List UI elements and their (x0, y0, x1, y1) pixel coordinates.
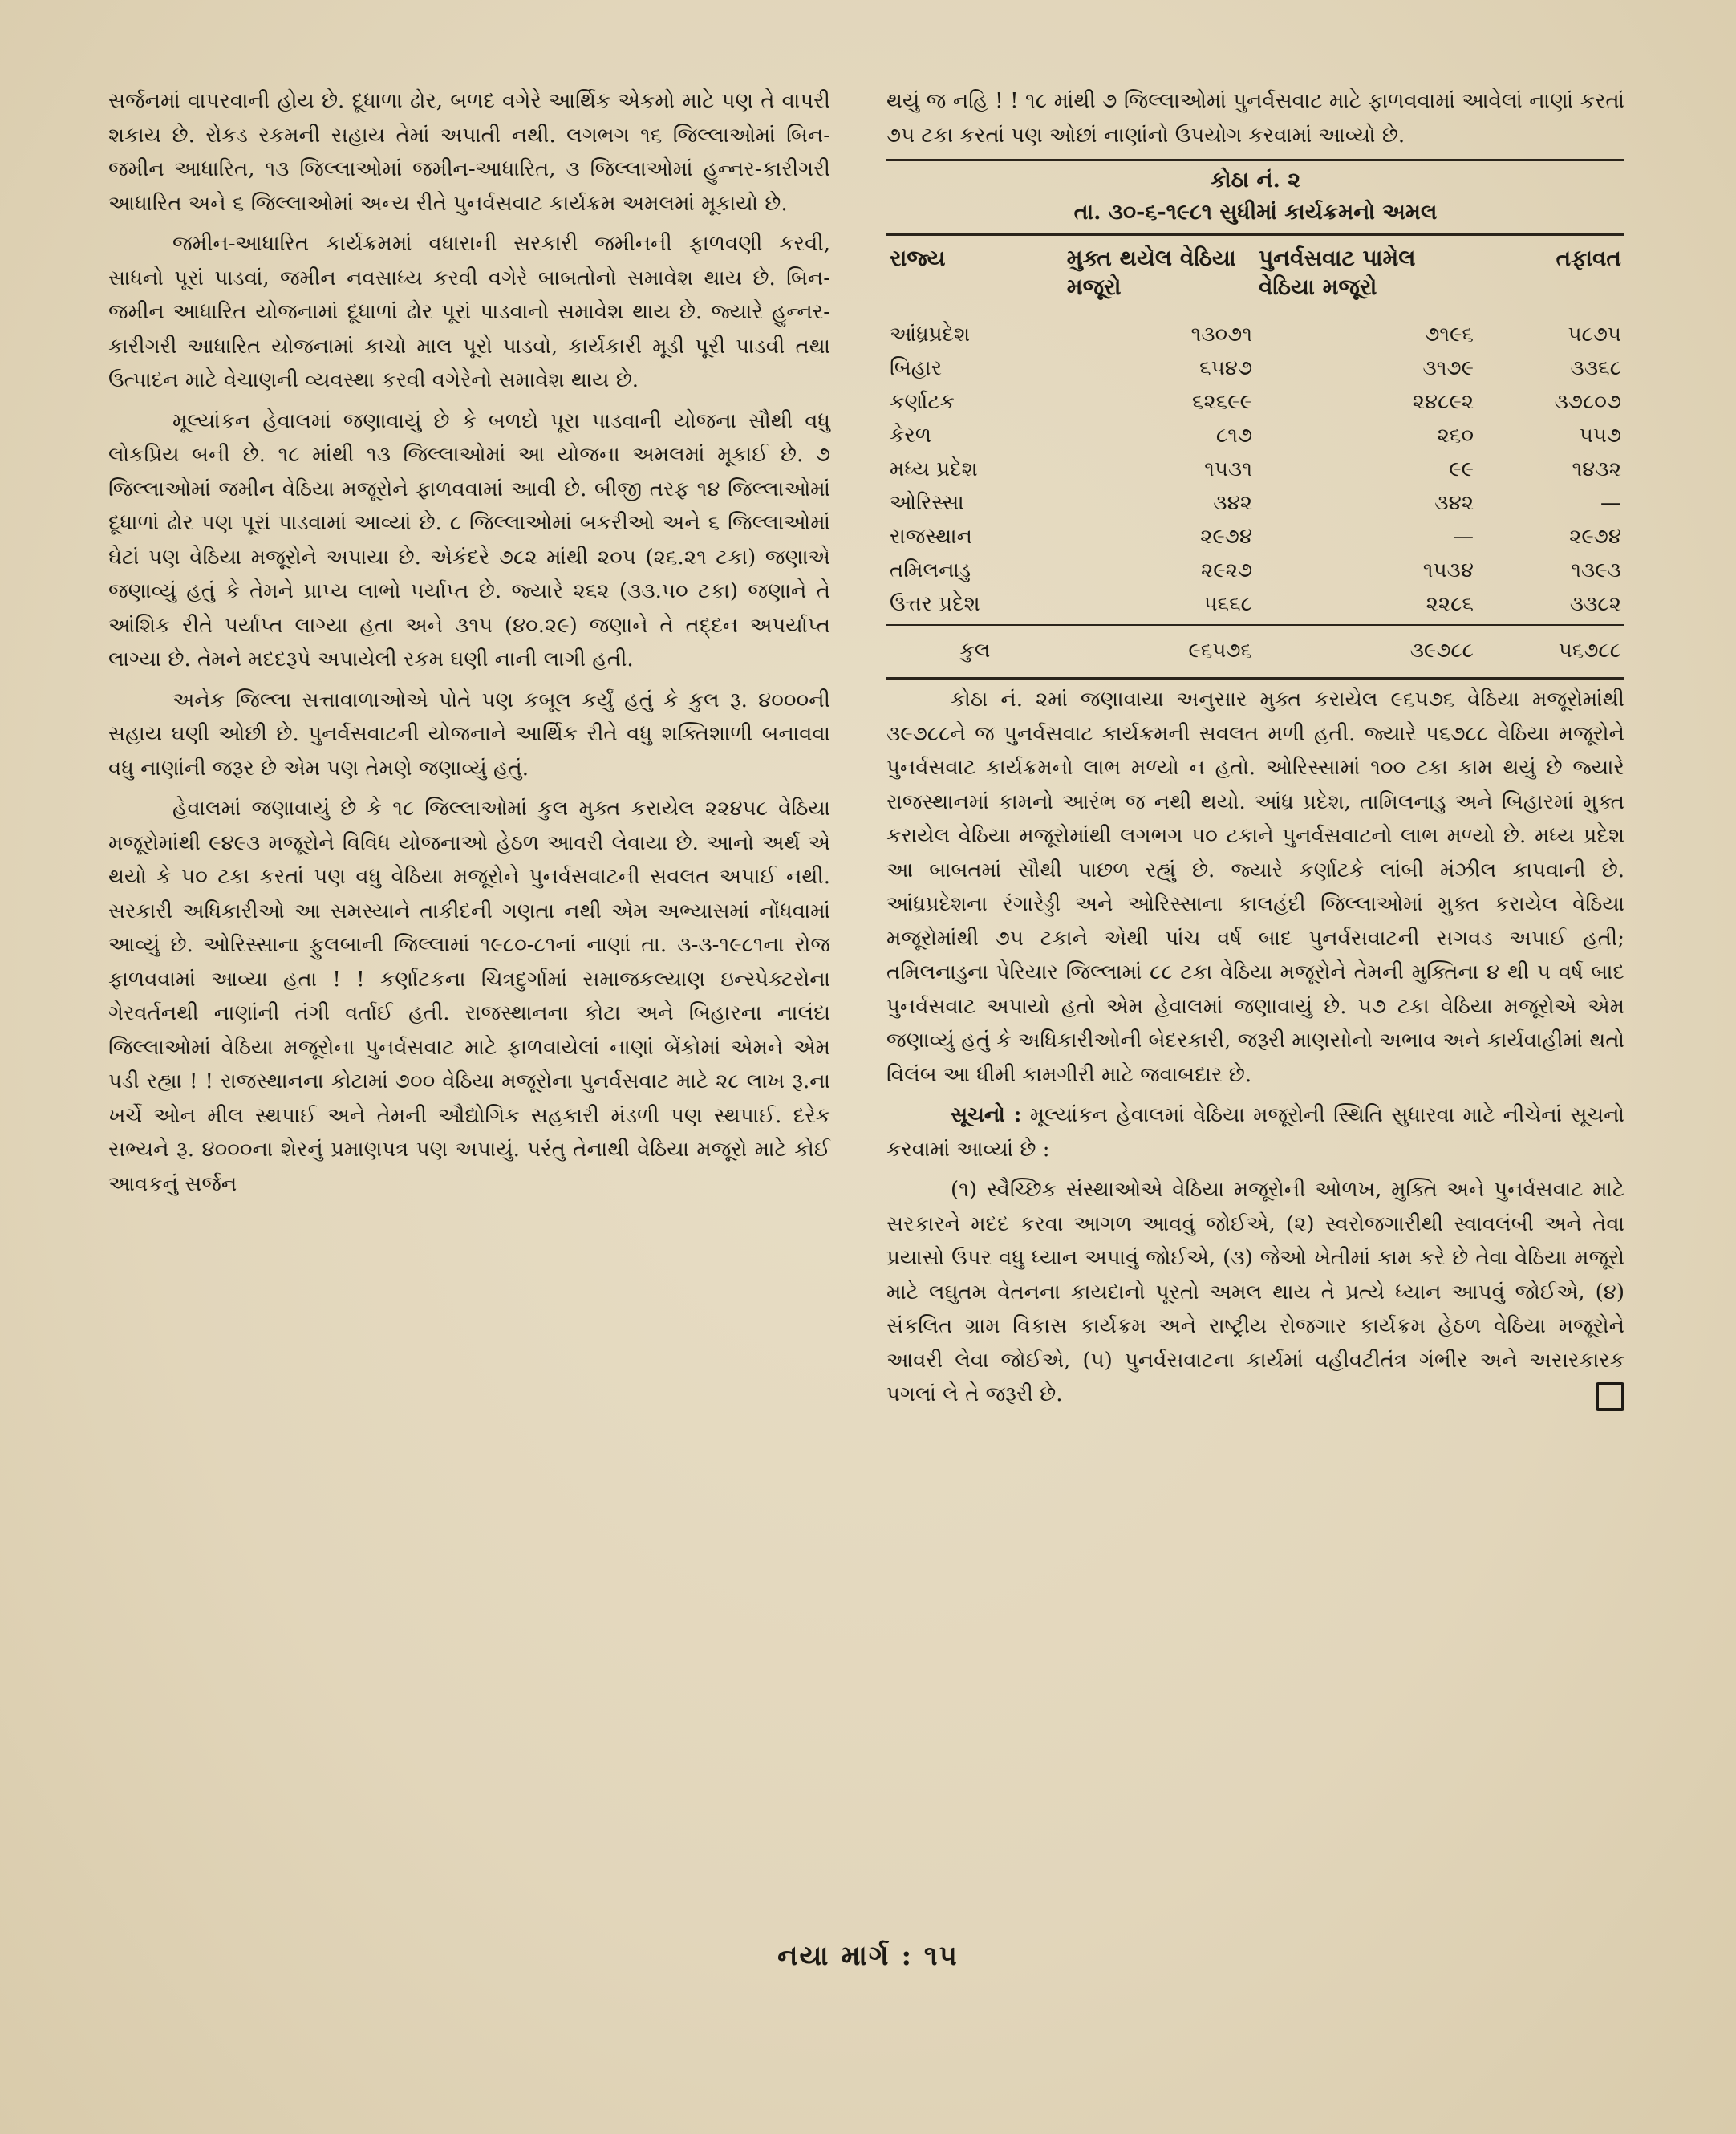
state-name: કર્ણાટક (890, 390, 955, 414)
table-row (886, 486, 1624, 520)
rehabilitated-count: ૭૧૯૬ (1425, 323, 1474, 347)
table-header-row (886, 239, 1624, 306)
table-row (886, 385, 1624, 419)
suggestions-intro-paragraph (886, 1098, 1624, 1166)
freed-count: ૬૨૬૯૯ (1191, 390, 1252, 414)
table-total (886, 629, 1624, 672)
table-subtitle: તા. ૩૦-૬-૧૯૮૧ સુધીમાં કાર્યક્રમનો અમલ (1073, 200, 1438, 225)
header-freed: મુક્ત થયેલ વેઠિયા મજૂરો (1066, 245, 1236, 300)
table-title: કોઠા નં. ૨ (1210, 168, 1301, 193)
difference-count: — (1600, 491, 1621, 515)
table-row (886, 452, 1624, 486)
total-difference: ૫૬૭૮૮ (1558, 639, 1621, 663)
state-name: કેરળ (890, 424, 932, 448)
state-name: ઉત્તર પ્રદેશ (890, 592, 980, 616)
freed-count: ૧૩૦૭૧ (1190, 323, 1252, 347)
difference-count: ૧૪૩૨ (1572, 457, 1621, 481)
table-row (886, 587, 1624, 621)
table-total-rule (886, 624, 1624, 626)
left-paragraph-3: મૂલ્યાંકન હેવાલમાં જણાવાયું છે કે બળદો પૂરા પાડવાની યોજના સૌથી વધુ લોકપ્રિય બની છે. ૧૮ માંથી ૧૩ જિલ્લાઓમાં આ યોજના અમલમાં મૂકાઈ છે. ૭ જિલ્લાઓમાં જમીન વેઠિયા મજૂરોને ફાળવવામાં આવી છે. બીજી તરફ ૧૪ જિલ્લાઓમાં દૂધાળાં ઢોર પણ પૂરાં પાડવામાં આવ્યાં છે. ૮ જિલ્લાઓમાં બકરીઓ અને ૬ જિલ્લાઓમાં ઘેટાં પણ વેઠિયા મજૂરોને અપાયા છે. એકંદરે ૭૮૨ માંથી ૨૦૫ (૨૬.૨૧ ટકા) જણાએ જણાવ્યું હતું કે તેમને પ્રાપ્ય લાભો પર્યાપ્ત છે. જ્યારે ૨૬૨ (૩૩.૫૦ ટકા) જણાને તે આંશિક રીતે પર્યાપ્ત લાગ્યા હતા અને ૩૧૫ (૪૦.૨૯) જણાને તે તદ્દન અપર્યાપ્ત લાગ્યા છે. તેમને મદદરૂપે અપાયેલી રકમ ઘણી નાની લાગી હતી. (108, 408, 830, 671)
difference-count: ૫૮૭૫ (1568, 323, 1621, 347)
table-total-row (886, 629, 1624, 672)
table-row (886, 520, 1624, 554)
freed-count: ૬૫૪૭ (1199, 356, 1252, 380)
difference-count: ૫૫૭ (1579, 424, 1621, 448)
left-column (108, 84, 830, 1207)
left-paragraph-1: સર્જનમાં વાપરવાની હોય છે. દૂધાળા ઢોર, બળદ વગેરે આર્થિક એકમો માટે પણ તે વાપરી શકાય છે. રોકડ રકમની સહાય તેમાં અપાતી નથી. લગભગ ૧૬ જિલ્લાઓમાં બિન-જમીન આધારિત, ૧૩ જિલ્લાઓમાં જમીન-આધારિત, ૩ જિલ્લાઓમાં હુન્નર-કારીગરી આધારિત અને ૬ જિલ્લાઓમાં અન્ય રીતે પુનર્વસવાટ કાર્યક્રમ અમલમાં મૂકાયો છે. (108, 89, 830, 216)
rehabilitated-count: ૨૨૮૬ (1426, 592, 1474, 616)
left-paragraph-4: અનેક જિલ્લા સત્તાવાળાઓએ પોતે પણ કબૂલ કર્યું હતું કે કુલ રૂ. ૪૦૦૦ની સહાય ઘણી ઓછી છે. પુનર્વસવાટની યોજનાને આર્થિક રીતે વધુ શક્તિશાળી બનાવવા વધુ નાણાંની જરૂર છે એમ પણ તેમણે જણાવ્યું હતું. (108, 688, 830, 781)
rehabilitated-count: ૩૪૨ (1434, 491, 1474, 515)
left-paragraph-5: હેવાલમાં જણાવાયું છે કે ૧૮ જિલ્લાઓમાં કુલ મુક્ત કરાયેલ ૨૨૪૫૮ વેઠિયા મજૂરોમાંથી ૯૪૯૩ મજૂરોને વિવિધ યોજનાઓ હેઠળ આવરી લેવાયા છે. આનો અર્થ એ થયો કે ૫૦ ટકા કરતાં પણ વધુ વેઠિયા મજૂરોને પુનર્વસવાટની સવલત અપાઈ નથી. સરકારી અધિકારીઓ આ સમસ્યાને તાકીદની ગણતા નથી એમ અભ્યાસમાં નોંધવામાં આવ્યું છે. ઓરિસ્સાના ફુલબાની જિલ્લામાં ૧૯૮૦-૮૧નાં નાણાં તા. ૩-૩-૧૯૮૧ના રોજ ફાળવવામાં આવ્યા હતા ! ! કર્ણાટકના ચિત્રદુર્ગામાં સમાજકલ્યાણ ઇન્સ્પેક્ટરોના ગેરવર્તનથી નાણાંની તંગી વર્તાઈ હતી. રાજસ્થાનના કોટા અને બિહારના નાલંદા જિલ્લાઓમાં વેઠિયા મજૂરોના પુનર્વસવાટ માટે ફાળવાયેલાં નાણાં બેંકોમાં એમને એમ પડી રહ્યા ! ! રાજસ્થાનના કોટામાં ૭૦૦ વેઠિયા મજૂરોના પુનર્વસવાટ માટે ૨૮ લાખ રૂ.ના ખર્ચે ઓન મીલ સ્થપાઈ અને તેમની ઔદ્યોગિક સહકારી મંડળી પણ સ્થપાઈ. દરેક સભ્યને રૂ. ૪૦૦૦ના શેરનું પ્રમાણપત્ર પણ અપાયું. પરંતુ તેનાથી વેઠિયા મજૂરો માટે કોઈ આવકનું સર્જન (108, 797, 830, 1196)
header-difference: તફાવત (1556, 245, 1621, 271)
page-footer: નયા માર્ગ : ૧૫ (777, 1940, 959, 1972)
difference-count: ૩૩૮૨ (1569, 592, 1621, 616)
rehabilitated-count: ૯૯ (1449, 457, 1474, 481)
table-bottom-rule (886, 677, 1624, 680)
right-paragraph-1: કોઠા નં. ૨માં જણાવાયા અનુસાર મુક્ત કરાયેલ ૯૬૫૭૬ વેઠિયા મજૂરોમાંથી ૩૯૭૮૮ને જ પુનર્વસવાટ કાર્યક્રમની સવલત મળી હતી. જ્યારે ૫૬૭૮૮ વેઠિયા મજૂરોને પુનર્વસવાટ કાર્યક્રમનો લાભ મળ્યો ન હતો. ઓરિસ્સામાં ૧૦૦ ટકા કામ થયું છે જ્યારે રાજસ્થાનમાં કામનો આરંભ જ નથી થયો. આંધ્ર પ્રદેશ, તામિલનાડુ અને બિહારમાં મુક્ત કરાયેલ વેઠિયા મજૂરોમાંથી લગભગ ૫૦ ટકાને પુનર્વસવાટનો લાભ મળ્યો છે. મધ્ય પ્રદેશ આ બાબતમાં સૌથી પાછળ રહ્યું છે. જ્યારે કર્ણાટકે લાંબી મંઝીલ કાપવાની છે. આંધ્રપ્રદેશના રંગારેડ્ડી અને ઓરિસ્સાના કાલહંદી જિલ્લાઓમાં મુક્ત કરાયેલ વેઠિયા મજૂરોમાંથી ૭૫ ટકાને એથી પાંચ વર્ષ બાદ પુનર્વસવાટની સગવડ અપાઈ હતી; તમિલનાડુના પેરિયાર જિલ્લામાં ૮૮ ટકા વેઠિયા મજૂરોને તેમની મુક્તિના ૪ થી ૫ વર્ષ બાદ પુનર્વસવાટ અપાયો હતો એમ હેવાલમાં જણાવાયું છે. ૫૭ ટકા વેઠિયા મજૂરોએ એમ જણાવ્યું હતું કે અધિકારીઓની બેદરકારી, જરૂરી માણસોનો અભાવ અને કાર્યવાહીમાં થતો વિલંબ આ ધીમી કામગીરી માટે જવાબદાર છે. (886, 688, 1624, 1087)
suggestions-list-paragraph (886, 1173, 1624, 1412)
end-of-article-square-icon (1596, 1382, 1624, 1411)
freed-count: ૧૫૩૧ (1204, 457, 1252, 481)
table-row (886, 554, 1624, 587)
table-row (886, 306, 1624, 351)
difference-count: ૩૭૮૦૭ (1554, 390, 1621, 414)
freed-count: ૩૪૨ (1213, 491, 1252, 515)
rehabilitated-count: — (1452, 525, 1474, 549)
table-top-rule (886, 159, 1624, 161)
table-body (886, 306, 1624, 621)
freed-count: ૨૯૨૭ (1200, 558, 1252, 582)
rehabilitated-count: ૨૬૦ (1437, 424, 1474, 448)
rehabilitated-count: ૧૫૩૪ (1422, 558, 1474, 582)
right-column (886, 84, 1624, 1418)
difference-count: ૩૩૬૮ (1570, 356, 1621, 380)
suggestions-text: (૧) સ્વૈચ્છિક સંસ્થાઓએ વેઠિયા મજૂરોની ઓળખ, મુક્તિ અને પુનર્વસવાટ માટે સરકારને મદદ કરવા આગળ આવવું જોઈએ, (૨) સ્વરોજગારીથી સ્વાવલંબી અને તેવા પ્રયાસો ઉપર વધુ ધ્યાન અપાવું જોઈએ, (૩) જેઓ ખેતીમાં કામ કરે છે તેવા વેઠિયા મજૂરો માટે લઘુતમ વેતનના કાયદાનો પૂરતો અમલ થાય તે પ્રત્યે ધ્યાન આપવું જોઈએ, (૪) સંકલિત ગ્રામ વિકાસ કાર્યક્રમ અને રાષ્ટ્રીય રોજગાર કાર્યક્રમ હેઠળ વેઠિયા મજૂરોને આવરી લેવા જોઈએ, (૫) પુનર્વસવાટના કાર્યમાં વહીવટીતંત્ર ગંભીર અને અસરકારક પગલાં લે તે જરૂરી છે. (886, 1178, 1624, 1406)
table-header-rule (886, 233, 1624, 236)
difference-count: ૨૯૭૪ (1569, 525, 1621, 549)
difference-count: ૧૩૯૩ (1571, 558, 1621, 582)
rehabilitated-count: ૨૪૮૯૨ (1412, 390, 1474, 414)
freed-count: ૫૬૬૮ (1203, 592, 1252, 616)
table-row (886, 419, 1624, 452)
state-name: બિહાર (890, 356, 943, 380)
total-freed: ૯૬૫૭૬ (1188, 639, 1252, 663)
right-intro-paragraph: થયું જ નહિ ! ! ૧૮ માંથી ૭ જિલ્લાઓમાં પુનર્વસવાટ માટે ફાળવવામાં આવેલાં નાણાં કરતાં ૭૫ ટકા કરતાં પણ ઓછાં નાણાંનો ઉપયોગ કરવામાં આવ્યો છે. (886, 89, 1624, 148)
state-name: તમિલનાડુ (890, 558, 971, 582)
state-name: રાજસ્થાન (890, 525, 972, 549)
freed-count: ૮૧૭ (1215, 424, 1252, 448)
state-name: ઓરિસ્સા (890, 491, 964, 515)
rehabilitated-count: ૩૧૭૯ (1422, 356, 1474, 380)
suggestions-heading: સૂચનો : (951, 1103, 1022, 1127)
left-paragraph-2: જમીન-આધારિત કાર્યક્રમમાં વધારાની સરકારી જમીનની ફાળવણી કરવી, સાધનો પૂરાં પાડવાં, જમીન નવસાધ્ય કરવી વગેરે બાબતોનો સમાવેશ થાય છે. બિન-જમીન આધારિત યોજનામાં દૂધાળાં ઢોર પૂરાં પાડવાનો સમાવેશ થાય છે. જ્યારે હુન્નર-કારીગરી આધારિત યોજનામાં કાચો માલ પૂરો પાડવો, કાર્યકારી મૂડી પૂરી પાડવી તથા ઉત્પાદન માટે વેચાણની વ્યવસ્થા કરવી વગેરેનો સમાવેશ થાય છે. (108, 232, 830, 392)
implementation-table (886, 239, 1624, 621)
table-row (886, 351, 1624, 385)
total-rehabilitated: ૩૯૭૮૮ (1409, 639, 1474, 663)
freed-count: ૨૯૭૪ (1200, 525, 1252, 549)
state-name: મધ્ય પ્રદેશ (890, 457, 978, 481)
header-state: રાજ્ય (890, 245, 946, 271)
total-label: કુલ (959, 639, 991, 663)
suggestions-intro-text: મૂલ્યાંકન હેવાલમાં વેઠિયા મજૂરોની સ્થિતિ સુધારવા માટે નીચેનાં સૂચનો કરવામાં આવ્યાં છે : (886, 1103, 1625, 1162)
header-rehabilitated: પુનર્વસવાટ પામેલ વેઠિયા મજૂરો (1258, 245, 1416, 300)
state-name: આંધ્રપ્રદેશ (890, 323, 971, 347)
